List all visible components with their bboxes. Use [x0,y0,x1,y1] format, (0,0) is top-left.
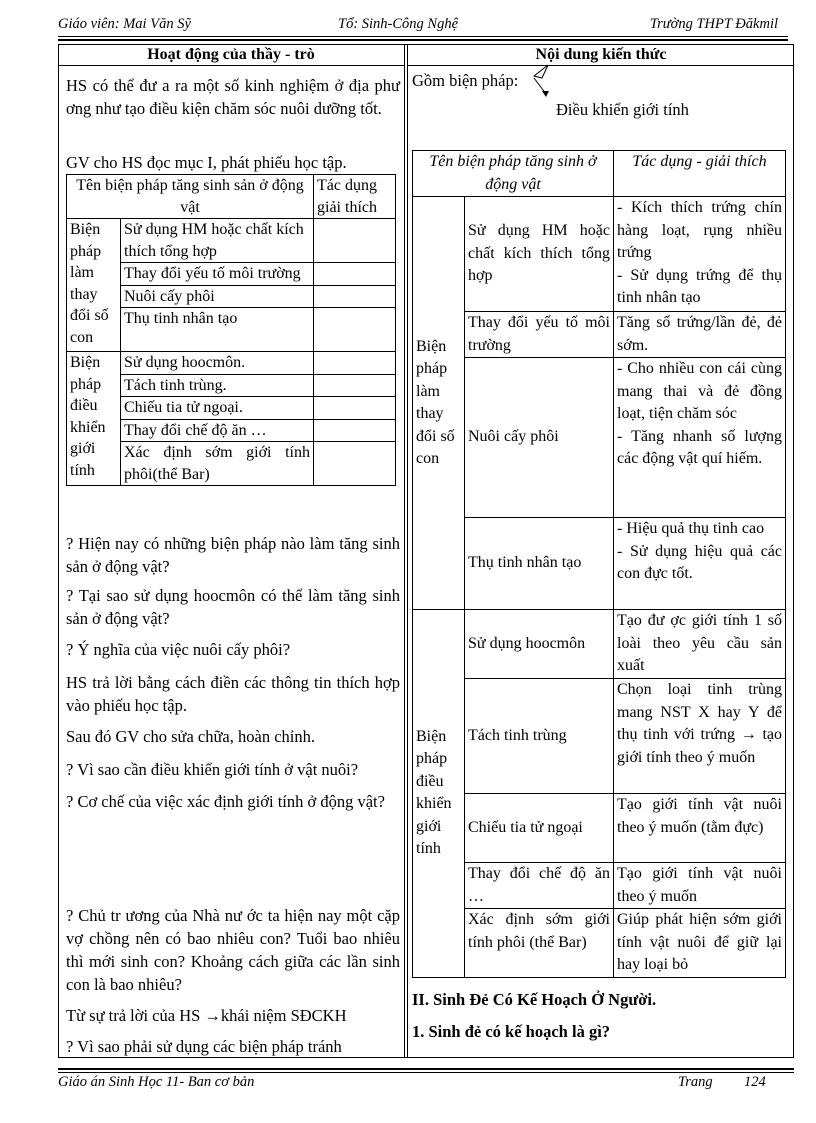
worksheet-item: Thụ tinh nhân tạo [121,308,314,352]
measures-head-effect: Tác dụng - giải thích [614,151,786,197]
worksheet-group-1: Biện pháp làm thay đổi số con [67,219,121,352]
worksheet-blank [314,308,396,352]
header-group: Tổ: Sinh-Công Nghệ [338,16,459,32]
header-rule [58,36,788,37]
measures-head-name: Tên biện pháp tăng sinh ở động vật [413,151,614,197]
measure-effect: Tạo giới tính vật nuôi theo ý muốn (tằm đực) [614,794,786,863]
measure-name: Thay đổi yếu tố môi trường [465,312,614,358]
measures-intro: Gồm biện pháp: [412,71,519,90]
header-rule-thick [58,39,788,41]
measure-effect: Chọn loại tinh trùng mang NST X hay Y để thụ tinh với trứng → tạo giới tính theo ý muốn [614,679,786,794]
measure-effect: - Kích thích trứng chín hàng loạt, rụng nhiều trứng - Sử dụng trứng để thụ tinh nhân tạo [614,197,786,312]
measure-name: Tách tinh trùng [465,679,614,794]
worksheet-blank [314,397,396,420]
left-paragraph-3: HS trả lời bằng cách điền các thông tin thích hợp vào phiếu học tập. [66,673,400,715]
measure-name: Nuôi cấy phôi [465,358,614,518]
measure-effect: - Hiệu quả thụ tinh cao - Sử dụng hiệu quả các con đực tốt. [614,518,786,610]
question-3: ? Ý nghĩa của việc nuôi cấy phôi? [66,640,291,659]
page-header [58,14,788,36]
left-paragraph-1: HS có thể đư a ra một số kinh nghiệm ở địa phư ơng như tạo điều kiện chăm sóc nuôi dưỡng tốt. [66,76,400,118]
worksheet-item: Chiếu tia tử ngoại. [121,397,314,420]
worksheet-group-2: Biện pháp điều khiển giới tính [67,352,121,486]
worksheet-item: Nuôi cấy phôi [121,285,314,308]
measure-name: Sử dụng HM hoặc chất kích thích tổng hợp [465,197,614,312]
question-6: ? Chủ tr ương của Nhà nư ớc ta hiện nay một cặp vợ chồng nên có bao nhiêu con? Tuổi bao nhiêu thì mới sinh con? Khoảng cách giữa các lần sinh con là bao nhiêu? [66,906,400,994]
measure-name: Sử dụng hoocmôn [465,610,614,679]
question-7: ? Vì sao phải sử dụng các biện pháp tránh [66,1037,342,1056]
footer-rule-thick [58,1068,794,1070]
measure-name: Chiếu tia tử ngoại [465,794,614,863]
right-column-title: Nội dung kiến thức [408,44,794,66]
worksheet-item: Sử dụng hoocmôn. [121,352,314,375]
worksheet-head-effect: Tác dụng giải thích [314,175,396,219]
measure-effect: Tạo đư ợc giới tính 1 số loài theo yêu cầu sản xuất [614,610,786,679]
question-2: ? Tại sao sử dụng hoocmôn có thể làm tăng sinh sản ở động vật? [66,586,400,628]
left-column-title: Hoạt động của thầy - trò [58,44,404,66]
branch-label: Điều khiển giới tính [556,100,689,119]
footer-rule [58,1072,794,1073]
worksheet-blank [314,285,396,308]
worksheet-item: Sử dụng HM hoặc chất kích thích tổng hợp [121,219,314,263]
worksheet-blank [314,219,396,263]
measure-name: Thụ tinh nhân tạo [465,518,614,610]
measures-group-1: Biện pháp làm thay đổi số con [413,197,465,610]
question-5: ? Cơ chế của việc xác định giới tính ở động vật? [66,792,385,811]
worksheet-item: Xác định sớm giới tính phôi(thể Bar) [121,442,314,486]
subsection-1-heading: 1. Sinh đẻ có kế hoạch là gì? [412,1022,611,1041]
measures-group-2: Biện pháp điều khiển giới tính [413,610,465,978]
question-1: ? Hiện nay có những biện pháp nào làm tăng sinh sản ở động vật? [66,534,400,576]
footer-page-number: 124 [744,1074,766,1090]
worksheet-blank [314,442,396,486]
left-paragraph-4: Sau đó GV cho sửa chữa, hoàn chỉnh. [66,727,315,746]
worksheet-blank [314,374,396,397]
left-paragraph-2: GV cho HS đọc mục I, phát phiếu học tập. [66,153,347,172]
branch-arrow-icon [524,62,560,102]
measure-effect: Tạo giới tính vật nuôi theo ý muốn [614,863,786,909]
worksheet-table [66,174,396,486]
measures-table [412,150,786,978]
measure-effect: - Cho nhiều con cái cùng mang thai và đẻ đồng loạt, tiện chăm sóc - Tăng nhanh số lượng các động vật quí hiếm. [614,358,786,518]
worksheet-item: Thay đổi yếu tố môi trường [121,263,314,286]
measure-effect: Tăng số trứng/lần đẻ, đẻ sớm. [614,312,786,358]
header-school: Trường THPT Đăkmil [649,16,778,32]
worksheet-blank [314,352,396,375]
worksheet-item: Tách tinh trùng. [121,374,314,397]
worksheet-blank [314,263,396,286]
worksheet-head-measure: Tên biện pháp tăng sinh sản ở động vật [67,175,314,219]
header-teacher: Giáo viên: Mai Văn Sỹ [58,16,191,32]
left-paragraph-5: Từ sự trả lời của HS →khái niệm SĐCKH [66,1006,347,1025]
measure-name: Xác định sớm giới tính phôi (thể Bar) [465,909,614,978]
measure-effect: Giúp phát hiện sớm giới tính vật nuôi để giữ lại hay loại bỏ [614,909,786,978]
footer-page-label: Trang [678,1074,713,1090]
section-2-heading: II. Sinh Đẻ Có Kế Hoạch Ở Người. [412,990,657,1009]
worksheet-item: Thay đổi chế độ ăn … [121,419,314,442]
worksheet-blank [314,419,396,442]
footer-title: Giáo án Sinh Học 11- Ban cơ bản [58,1074,255,1090]
question-4: ? Vì sao cần điều khiển giới tính ở vật nuôi? [66,760,359,779]
column-divider [404,44,408,1058]
measure-name: Thay đổi chế độ ăn … [465,863,614,909]
